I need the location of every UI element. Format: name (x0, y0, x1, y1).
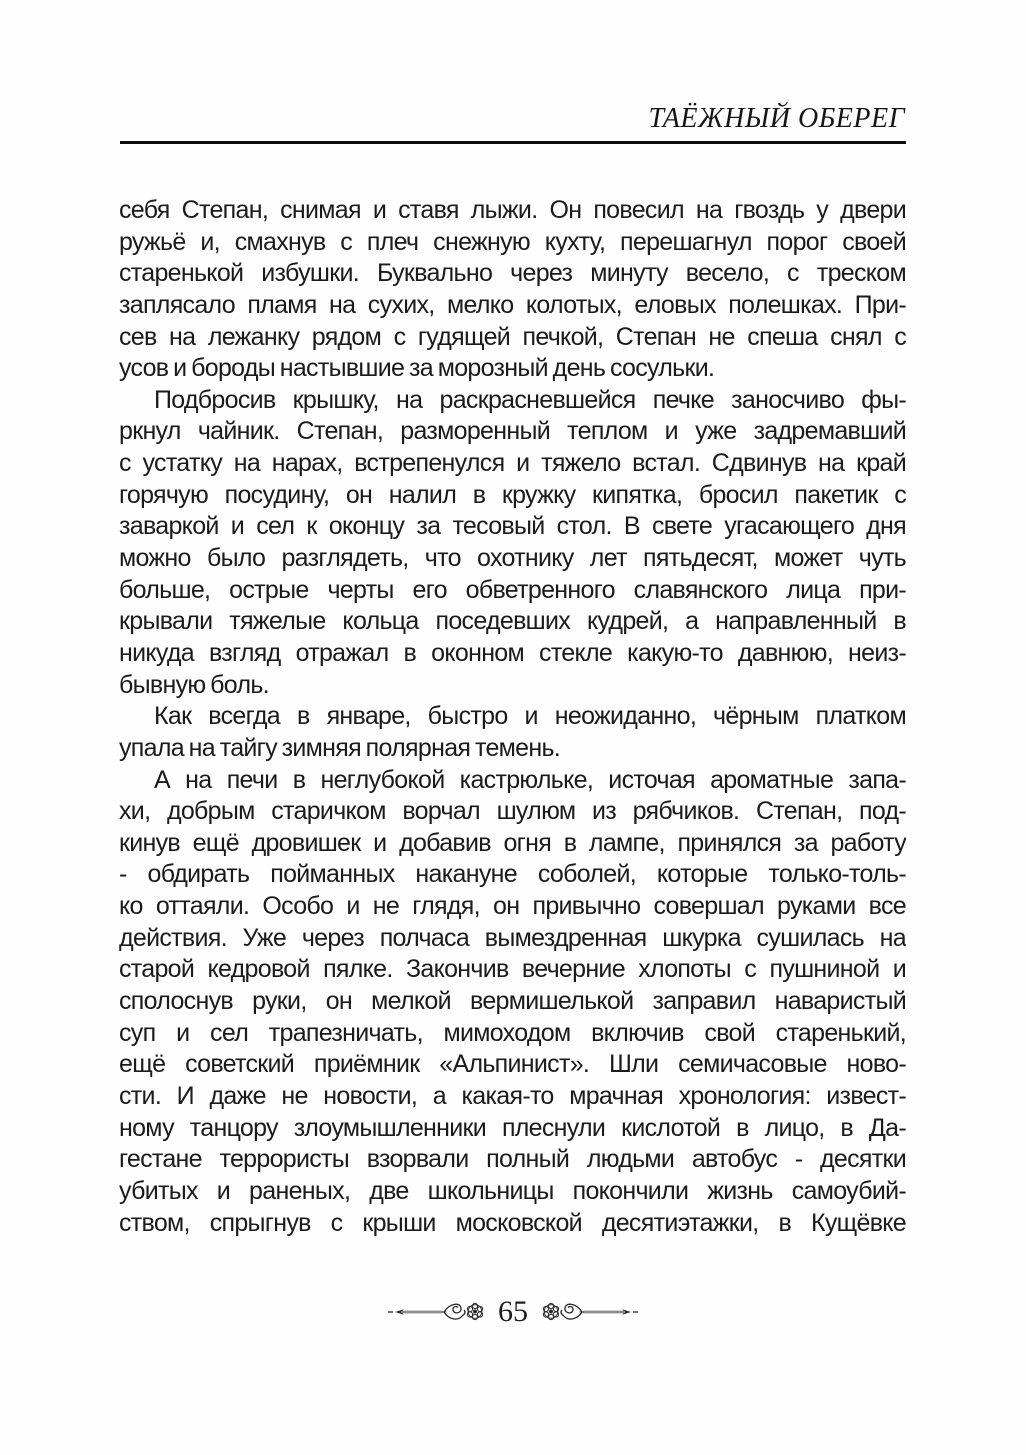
text-line: усов и бороды настывшие за морозный день сосульки. (119, 354, 715, 383)
text-line: с устатку на нарах, встрепенулся и тяжело встал. Сдвинув на край (119, 449, 906, 478)
text-line: сти. И даже не новости, а какая-то мрачная хронология: извест- (119, 1081, 906, 1110)
running-head (649, 103, 906, 135)
paragraph (119, 765, 906, 1240)
text-line: ному танцору злоумышленники плеснули кислотой в лицо, в Да- (119, 1113, 906, 1142)
text-line: никуда взгляд отражал в оконном стекле какую-то давнюю, неиз- (119, 638, 906, 667)
header-rule (120, 141, 906, 144)
text-line: горячую посудину, он налил в кружку кипятка, бросил пакетик с (119, 480, 906, 509)
page-number: 65 (498, 1295, 528, 1328)
running-head-title: ТАЁЖНЫЙ ОБЕРЕГ (648, 103, 905, 134)
text-line: ркнул чайник. Степан, разморенный теплом и уже задремавший (119, 417, 906, 446)
floral-flourish-icon (539, 1299, 639, 1325)
text-line: - обдирать пойманных накануне соболей, которые только-толь- (119, 860, 906, 889)
text-line: ством, спрыгнув с крыши московской десятиэтажки, в Кущёвке (119, 1208, 906, 1237)
text-line: бывную боль. (119, 670, 269, 699)
body-text (119, 195, 906, 1239)
text-line: заплясало пламя на сухих, мелко колотых, еловых полешках. При- (119, 290, 906, 319)
text-line: можно было разглядеть, что охотнику лет пятьдесят, может чуть (119, 544, 906, 573)
text-line: суп и сел трапезничать, мимоходом включив свой старенький, (119, 1018, 906, 1047)
text-line: старой кедровой пялке. Закончив вечерние хлопоты с пушниной и (119, 955, 906, 984)
text-line: Подбросив крышку, на раскрасневшейся печке заносчиво фы- (154, 385, 906, 414)
floral-flourish-icon (387, 1299, 487, 1325)
text-line: старенькой избушки. Буквально через минуту весело, с треском (119, 259, 906, 288)
page-footer (0, 1297, 1026, 1327)
paragraph (119, 385, 906, 701)
text-line: сполоснув руки, он мелкой вермишелькой заправил наваристый (119, 987, 906, 1016)
text-line: А на печи в неглубокой кастрюльке, источая ароматные запа- (154, 765, 906, 794)
text-line: сев на лежанку рядом с гудящей печкой, Степан не спеша снял с (119, 322, 906, 351)
text-line: больше, острые черты его обветренного славянского лица при- (119, 575, 906, 604)
text-line: крывали тяжелые кольца поседевших кудрей, а направленный в (119, 607, 906, 636)
paragraph (119, 195, 906, 385)
text-line: кинув ещё дровишек и добавив огня в лампе, принялся за работу (119, 828, 906, 857)
text-line: ружьё и, смахнув с плеч снежную кухту, перешагнул порог своей (119, 227, 906, 256)
text-line: заваркой и сел к оконцу за тесовый стол. В свете угасающего дня (119, 512, 906, 541)
text-line: упала на тайгу зимняя полярная темень. (119, 733, 561, 762)
text-line: хи, добрым старичком ворчал шулюм из рябчиков. Степан, под- (119, 797, 906, 826)
text-line: Как всегда в январе, быстро и неожиданно, чёрным платком (154, 702, 906, 731)
text-line: гестане террористы взорвали полный людьми автобус - десятки (119, 1145, 906, 1174)
text-line: ко оттаяли. Особо и не глядя, он привычно совершал руками все (119, 892, 906, 921)
text-line: действия. Уже через полчаса вымездренная шкурка сушилась на (119, 923, 906, 952)
text-line: убитых и раненых, две школьницы покончили жизнь самоубий- (119, 1176, 906, 1205)
text-line: ещё советский приёмник «Альпинист». Шли семичасовые ново- (119, 1050, 906, 1079)
text-line: себя Степан, снимая и ставя лыжи. Он повесил на гвоздь у двери (119, 196, 906, 224)
paragraph (119, 701, 906, 764)
